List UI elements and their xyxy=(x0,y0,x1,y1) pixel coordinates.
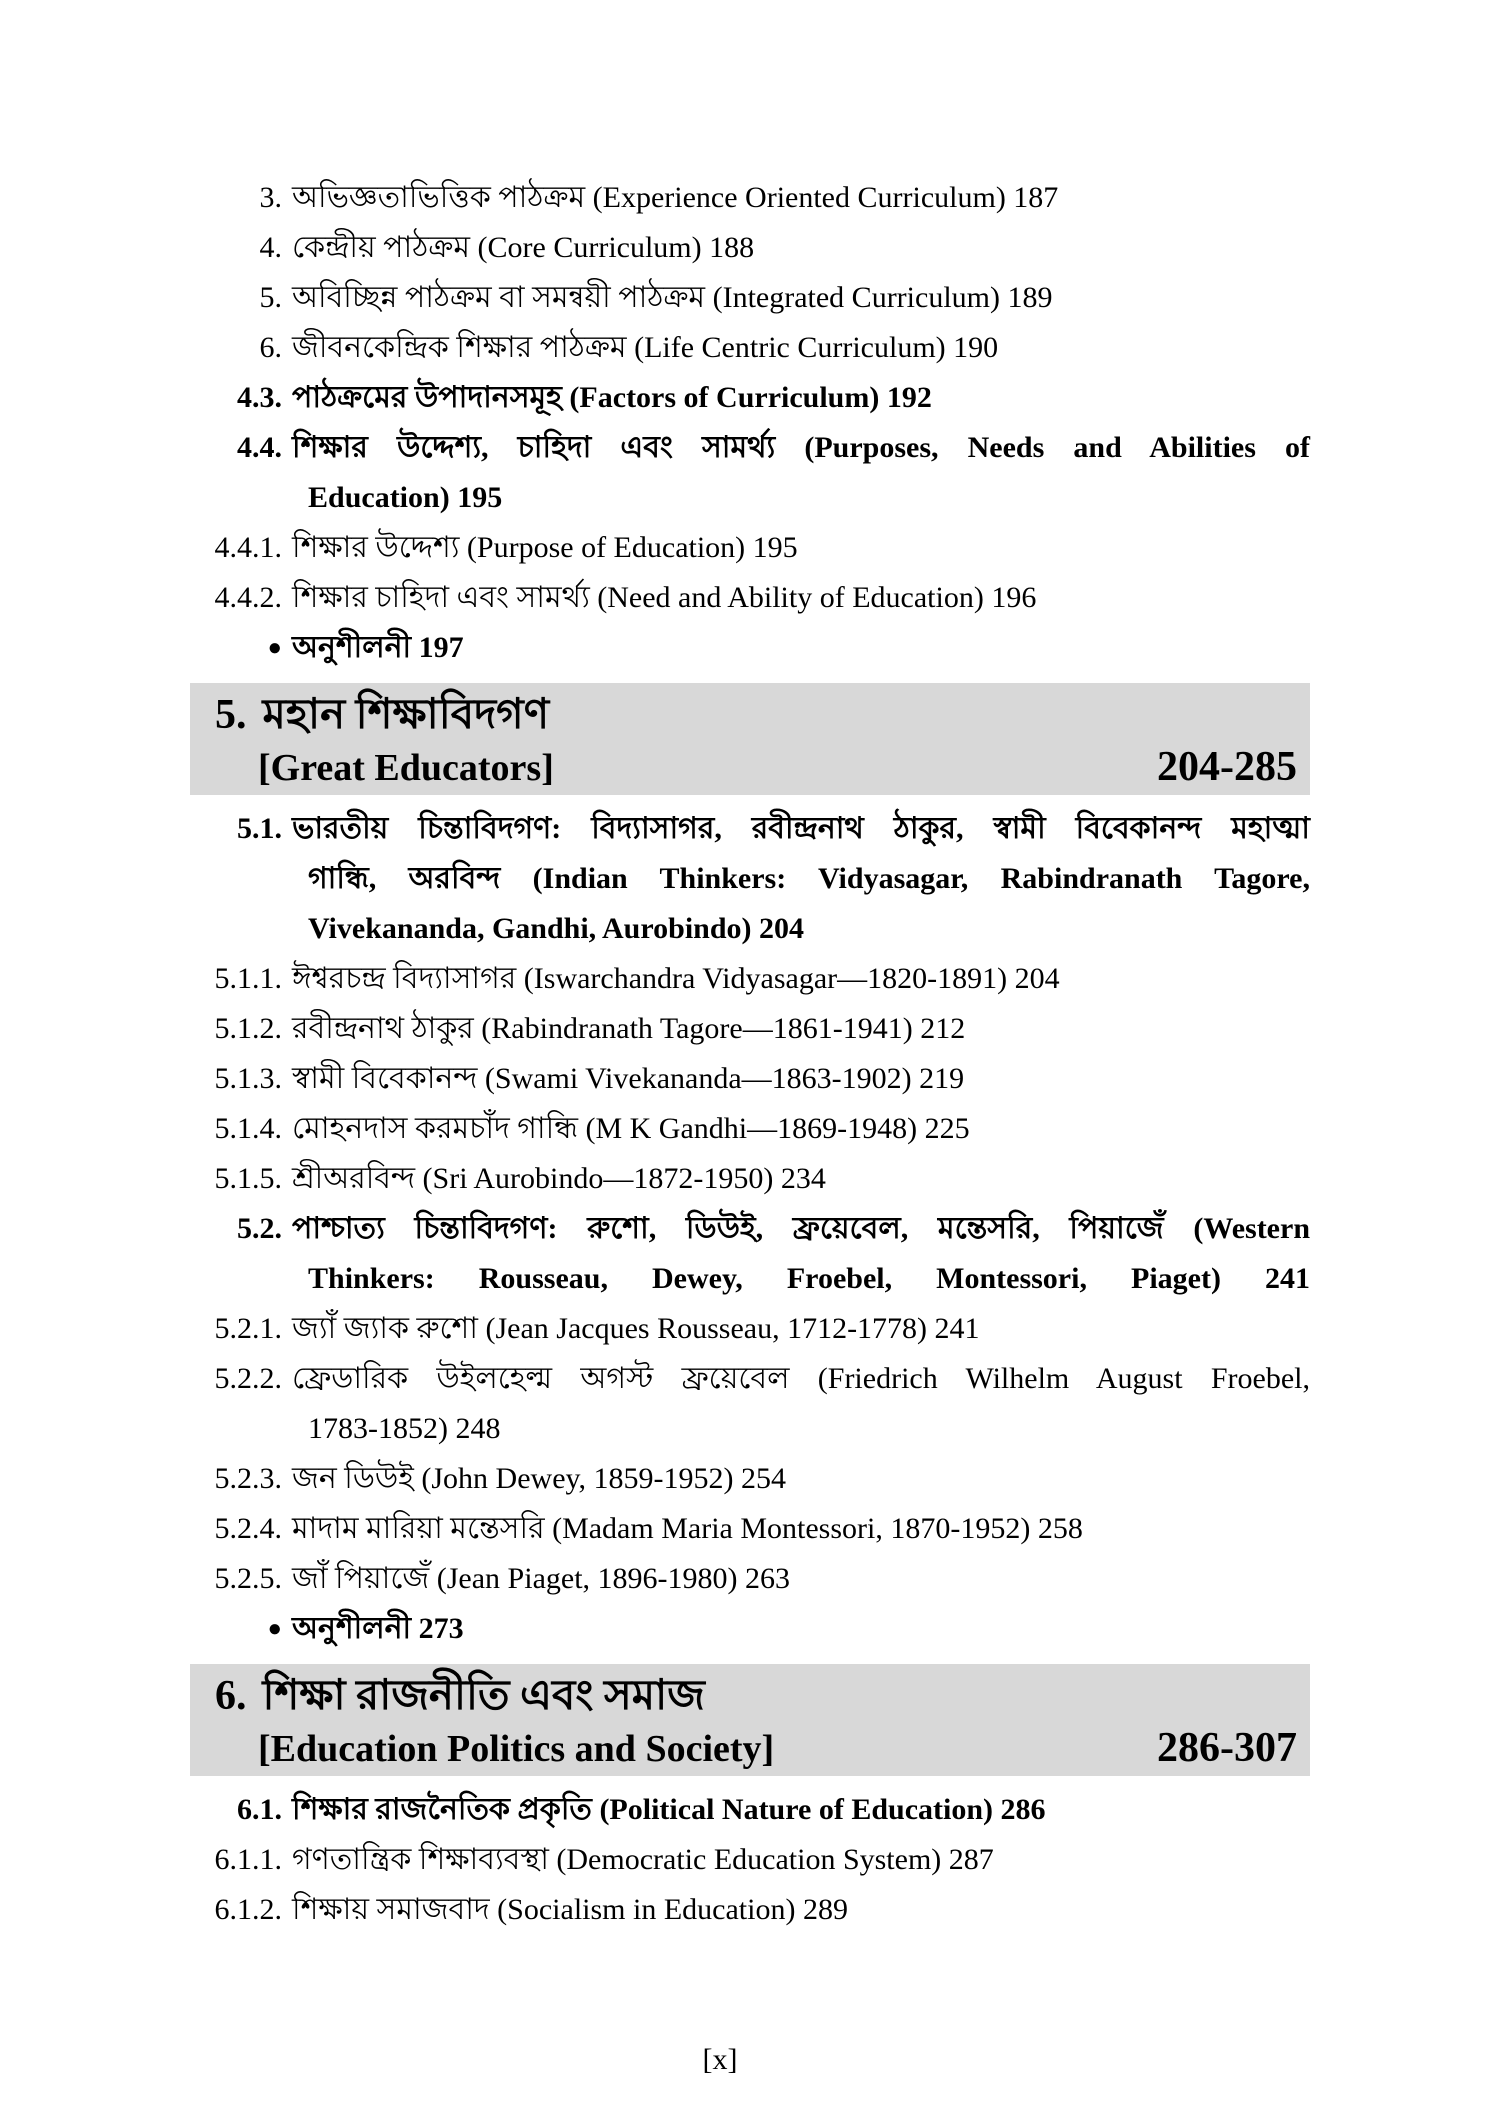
toc-entry xyxy=(150,1785,1310,1835)
entry-number: 6.1.2. xyxy=(214,1893,282,1926)
toc-entry xyxy=(150,1304,1310,1354)
entry-number: 4.4.1. xyxy=(214,531,282,564)
section-title: শিক্ষা রাজনীতি এবং সমাজ xyxy=(262,1673,705,1719)
entry-text xyxy=(292,804,1310,954)
entry-text xyxy=(292,423,1310,523)
entry-number: 5. xyxy=(259,281,282,314)
toc-entry xyxy=(150,1104,1310,1154)
toc-entry xyxy=(150,1054,1310,1104)
entry-line: স্বামী বিবেকানন্দ (Swami Vivekananda—1863-1902) 219 xyxy=(292,1062,965,1095)
entry-text xyxy=(292,1604,1310,1654)
entry-line: অনুশীলনী 273 xyxy=(292,1612,464,1645)
entry-line: পাশ্চাত্য চিন্তাবিদগণ: রুশো, ডিউই, ফ্রয়েবেল, মন্তেসরি, পিয়াজেঁ (Western xyxy=(292,1212,1310,1245)
entry-text xyxy=(292,1785,1310,1835)
entry-number: 5.2.4. xyxy=(214,1512,282,1545)
entry-number: 5.2.2. xyxy=(214,1362,282,1395)
section-number: 5. xyxy=(215,692,247,738)
entry-text xyxy=(292,1885,1310,1935)
toc-entry xyxy=(150,1504,1310,1554)
entry-number: 5.2.1. xyxy=(214,1312,282,1345)
toc-entry xyxy=(150,1354,1310,1454)
entry-text xyxy=(292,323,1310,373)
entry-number: 4.3. xyxy=(237,381,282,414)
section-subtitle: [Great Educators] xyxy=(258,747,554,789)
entry-number: 5.1.4. xyxy=(214,1112,282,1145)
entry-line: গণতান্ত্রিক শিক্ষাব্যবস্থা (Democratic Education System) 287 xyxy=(292,1843,994,1876)
toc-entry xyxy=(150,323,1310,373)
entry-number: 4. xyxy=(259,231,282,264)
entry-text xyxy=(292,1054,1310,1104)
entry-line: গান্ধি, অরবিন্দ (Indian Thinkers: Vidyasagar, Rabindranath Tagore, xyxy=(308,862,1310,895)
entry-line: জাঁ পিয়াজেঁ (Jean Piaget, 1896-1980) 263 xyxy=(292,1562,791,1595)
entry-line: জ্যাঁ জ্যাক রুশো (Jean Jacques Rousseau, 1712-1778) 241 xyxy=(292,1312,980,1345)
entry-text xyxy=(292,1204,1310,1304)
entry-text xyxy=(292,1104,1310,1154)
entry-line: কেন্দ্রীয় পাঠক্রম (Core Curriculum) 188 xyxy=(292,231,755,264)
entry-line: শিক্ষার উদ্দেশ্য (Purpose of Education) 195 xyxy=(292,531,798,564)
toc-entry xyxy=(150,423,1310,523)
entry-text xyxy=(292,523,1310,573)
toc-entry xyxy=(150,1885,1310,1935)
toc-entry xyxy=(150,623,1310,673)
entry-line: অনুশীলনী 197 xyxy=(292,631,464,664)
entry-line: জীবনকেন্দ্রিক শিক্ষার পাঠক্রম (Life Centric Curriculum) 190 xyxy=(292,331,999,364)
section-header xyxy=(190,1664,1310,1776)
section-title: মহান শিক্ষাবিদগণ xyxy=(262,692,550,738)
toc-entry xyxy=(150,1204,1310,1304)
toc-entry xyxy=(150,523,1310,573)
bullet-icon: ● xyxy=(267,635,282,661)
entry-text xyxy=(292,1004,1310,1054)
entry-text xyxy=(292,1454,1310,1504)
entry-number: 5.2.3. xyxy=(214,1462,282,1495)
entry-line: ভারতীয় চিন্তাবিদগণ: বিদ্যাসাগর, রবীন্দ্রনাথ ঠাকুর, স্বামী বিবেকানন্দ মহাত্মা xyxy=(292,812,1310,845)
entry-number: 6. xyxy=(259,331,282,364)
entry-text xyxy=(292,1504,1310,1554)
entry-line: শিক্ষার রাজনৈতিক প্রকৃতি (Political Nature of Education) 286 xyxy=(292,1793,1046,1826)
section-header-line1 xyxy=(215,1670,1297,1722)
entry-line: Education) 195 xyxy=(308,481,503,514)
entry-text xyxy=(292,1554,1310,1604)
entry-line: জন ডিউই (John Dewey, 1859-1952) 254 xyxy=(292,1462,787,1495)
entry-number: 6.1. xyxy=(237,1793,282,1826)
entry-line: শিক্ষার উদ্দেশ্য, চাহিদা এবং সামর্থ্য (Purposes, Needs and Abilities of xyxy=(292,431,1310,464)
section-subtitle: [Education Politics and Society] xyxy=(258,1728,775,1770)
entry-line: রবীন্দ্রনাথ ঠাকুর (Rabindranath Tagore—1861-1941) 212 xyxy=(292,1012,966,1045)
entry-text xyxy=(292,273,1310,323)
entry-number: 5.1.1. xyxy=(214,962,282,995)
entry-line: অভিজ্ঞতাভিত্তিক পাঠক্রম (Experience Oriented Curriculum) 187 xyxy=(292,181,1059,214)
entry-number: 5.1.5. xyxy=(214,1162,282,1195)
entry-line: 1783-1852) 248 xyxy=(308,1412,501,1445)
entry-number: 4.4.2. xyxy=(214,581,282,614)
entry-number: 3. xyxy=(259,181,282,214)
toc-entry xyxy=(150,373,1310,423)
entry-line: মোহনদাস করমচাঁদ গান্ধি (M K Gandhi—1869-1948) 225 xyxy=(292,1112,970,1145)
entry-line: শিক্ষার চাহিদা এবং সামর্থ্য (Need and Ability of Education) 196 xyxy=(292,581,1037,614)
section-page-range: 286-307 xyxy=(1157,1725,1297,1771)
entry-number: 6.1.1. xyxy=(214,1843,282,1876)
entry-line: মাদাম মারিয়া মন্তেসরি (Madam Maria Montessori, 1870-1952) 258 xyxy=(292,1512,1083,1545)
entry-line: Thinkers: Rousseau, Dewey, Froebel, Montessori, Piaget) 241 xyxy=(308,1262,1310,1295)
entry-text xyxy=(292,573,1310,623)
entry-number: 5.1.3. xyxy=(214,1062,282,1095)
entry-line: Vivekananda, Gandhi, Aurobindo) 204 xyxy=(308,912,805,945)
toc-entry xyxy=(150,573,1310,623)
entry-number: 5.1. xyxy=(237,812,282,845)
section-page-range: 204-285 xyxy=(1157,744,1297,790)
entry-number: 5.2. xyxy=(237,1212,282,1245)
section-header-line1 xyxy=(215,689,1297,741)
toc-list xyxy=(150,173,1310,1935)
entry-text xyxy=(292,173,1310,223)
entry-line: ঈশ্বরচন্দ্র বিদ্যাসাগর (Iswarchandra Vidyasagar—1820-1891) 204 xyxy=(292,962,1060,995)
page-number-footer: [x] xyxy=(702,2043,738,2076)
entry-number: 5.2.5. xyxy=(214,1562,282,1595)
entry-text xyxy=(292,954,1310,1004)
entry-line: শ্রীঅরবিন্দ (Sri Aurobindo—1872-1950) 234 xyxy=(292,1162,826,1195)
toc-entry xyxy=(150,1554,1310,1604)
entry-text xyxy=(292,1154,1310,1204)
entry-number: 5.1.2. xyxy=(214,1012,282,1045)
entry-text xyxy=(292,1354,1310,1454)
entry-line: অবিচ্ছিন্ন পাঠক্রম বা সমন্বয়ী পাঠক্রম (Integrated Curriculum) 189 xyxy=(292,281,1053,314)
bullet-icon: ● xyxy=(267,1616,282,1642)
toc-entry xyxy=(150,954,1310,1004)
toc-entry xyxy=(150,1604,1310,1654)
entry-text xyxy=(292,1835,1310,1885)
entry-line: পাঠক্রমের উপাদানসমূহ (Factors of Curriculum) 192 xyxy=(292,381,932,414)
toc-entry xyxy=(150,273,1310,323)
section-header-line2 xyxy=(215,741,1297,794)
toc-entry xyxy=(150,1835,1310,1885)
entry-text xyxy=(292,623,1310,673)
toc-entry xyxy=(150,1454,1310,1504)
section-header-line2 xyxy=(215,1722,1297,1775)
section-header xyxy=(190,683,1310,795)
entry-text xyxy=(292,223,1310,273)
entry-line: ফ্রেডারিক উইলহেল্ম অগস্ট ফ্রয়েবেল (Friedrich Wilhelm August Froebel, xyxy=(292,1362,1310,1395)
toc-entry xyxy=(150,1004,1310,1054)
entry-number: 4.4. xyxy=(237,431,282,464)
entry-line: শিক্ষায় সমাজবাদ (Socialism in Education) 289 xyxy=(292,1893,848,1926)
section-number: 6. xyxy=(215,1673,247,1719)
toc-entry xyxy=(150,173,1310,223)
entry-text xyxy=(292,1304,1310,1354)
toc-entry xyxy=(150,1154,1310,1204)
toc-entry xyxy=(150,804,1310,954)
toc-entry xyxy=(150,223,1310,273)
entry-text xyxy=(292,373,1310,423)
